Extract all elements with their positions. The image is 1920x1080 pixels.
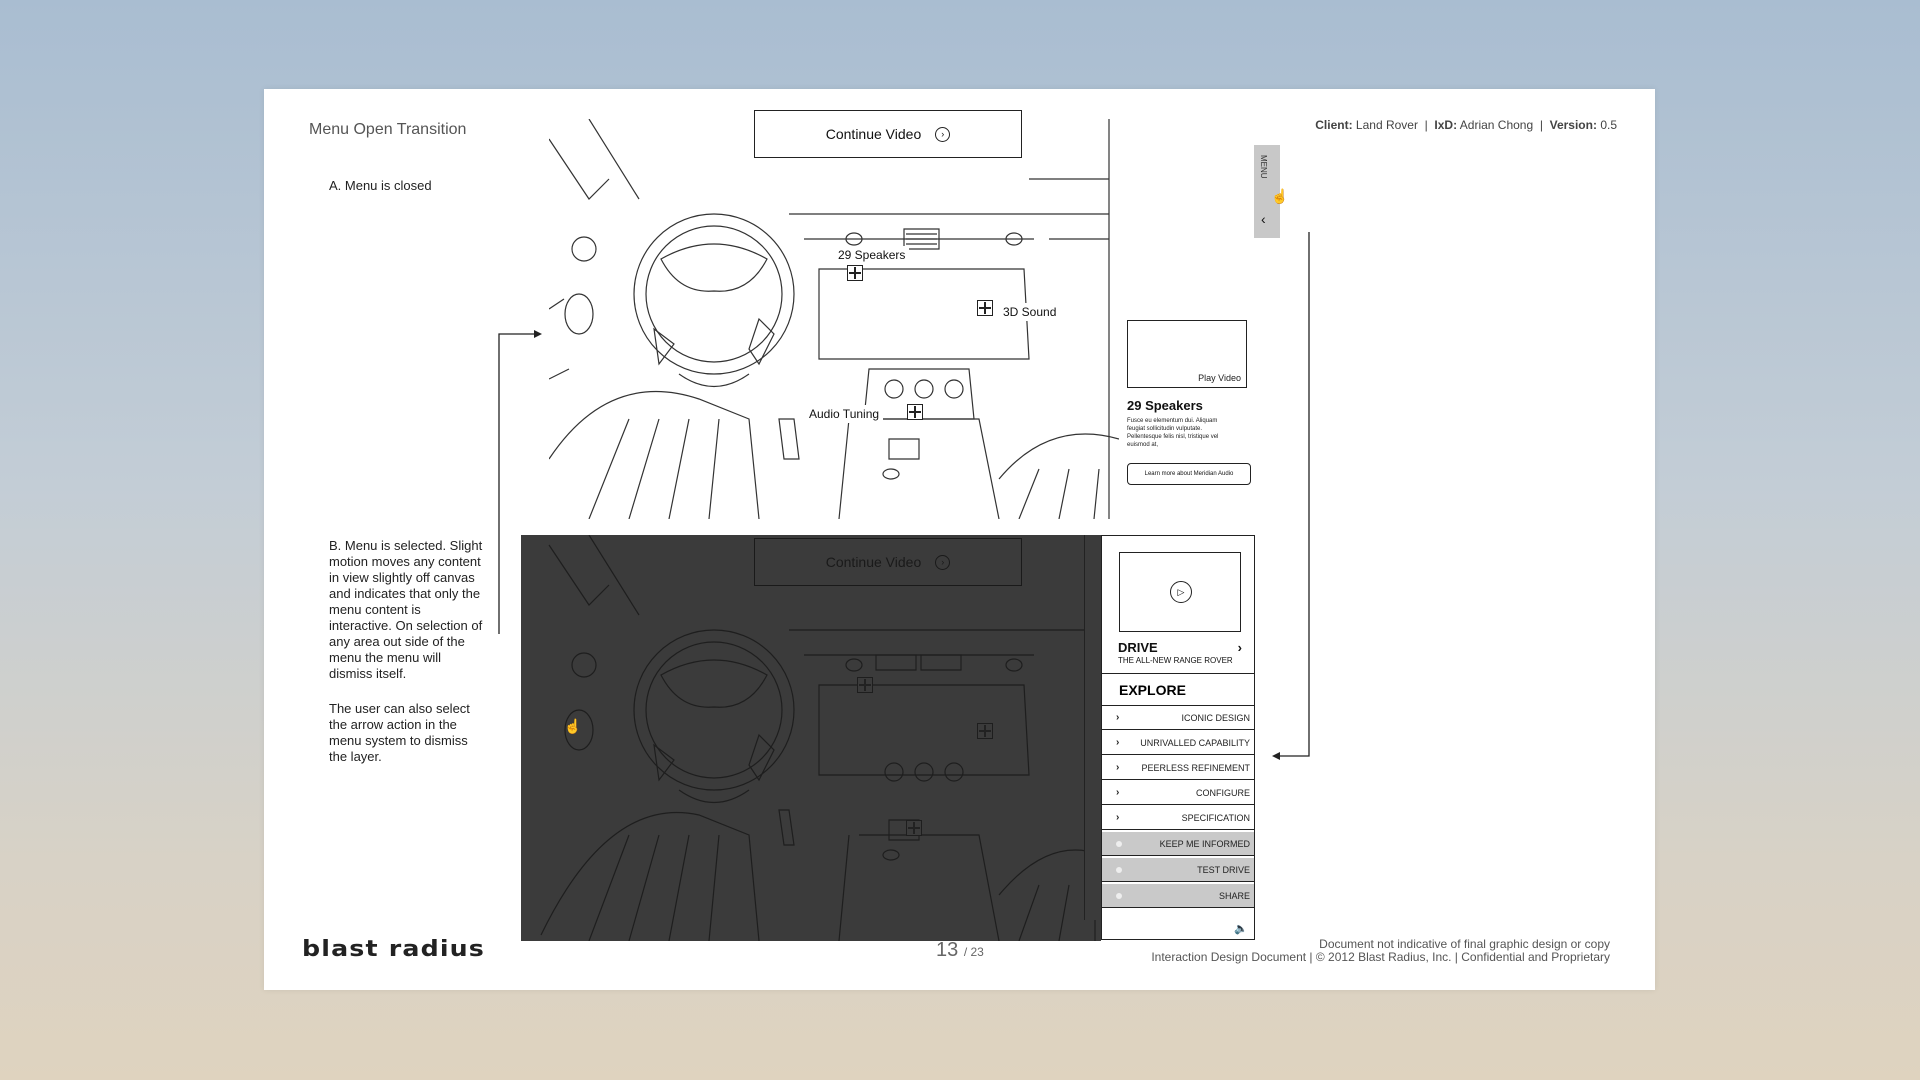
hand-cursor-icon: ☝ [1271, 188, 1289, 204]
plus-icon [977, 723, 993, 739]
menu-item-specification[interactable] [1102, 806, 1254, 830]
chevron-right-icon: › [1237, 640, 1242, 655]
note-c: The user can also select the arrow action in the menu system to dismiss the layer. [329, 701, 470, 764]
bullet-icon [1116, 867, 1122, 873]
menu-tab-label: MENU [1259, 155, 1268, 179]
info-body: Fusce eu elementum dui. Aliquam feugiat sollicitudin vulputate. Pellentesque felis nisl, tristique vel euismod at, [1127, 418, 1219, 448]
document-meta: Client: Land Rover | IxD: Adrian Chong | Version: 0.5 [1315, 118, 1617, 132]
menu-panel [1101, 535, 1255, 940]
continue-video-button-dimmed [754, 538, 1022, 586]
plus-icon [906, 820, 922, 836]
menu-item-peerless-refinement[interactable] [1102, 756, 1254, 780]
menu-item-keep-me-informed[interactable] [1102, 832, 1254, 856]
document-page [264, 89, 1655, 990]
chevron-right-icon: › [1116, 787, 1120, 798]
page-number-total: / 23 [963, 945, 984, 959]
video-thumbnail[interactable] [1127, 320, 1247, 388]
menu-side-tab[interactable] [1254, 145, 1289, 238]
drive-video-thumbnail[interactable] [1119, 552, 1241, 632]
client-label: Client: [1315, 118, 1353, 132]
dimmed-panel-edge [1084, 535, 1102, 920]
bullet-icon [1116, 841, 1122, 847]
menu-item-label: SPECIFICATION [1181, 813, 1250, 823]
play-icon: › [935, 555, 950, 570]
menu-item-unrivalled-capability[interactable] [1102, 731, 1254, 755]
drive-title[interactable] [1118, 640, 1246, 655]
learn-more-button[interactable]: Learn more about Meridian Audio [1127, 463, 1251, 485]
plus-icon[interactable] [977, 300, 993, 316]
menu-item-configure[interactable] [1102, 781, 1254, 805]
plus-icon [857, 677, 873, 693]
plus-icon[interactable] [907, 404, 923, 420]
continue-video-button[interactable] [754, 110, 1022, 158]
dimmed-scene[interactable] [521, 535, 1101, 941]
menu-item-label: ICONIC DESIGN [1181, 713, 1250, 723]
continue-video-label: Continue Video [825, 126, 922, 142]
bullet-icon [1116, 893, 1122, 899]
menu-item-test-drive[interactable] [1102, 858, 1254, 882]
chevron-right-icon: › [1116, 712, 1120, 723]
continue-video-label: Continue Video [825, 554, 922, 570]
plus-icon[interactable] [847, 265, 863, 281]
version-label: Version: [1549, 118, 1597, 132]
volume-icon[interactable]: 🔈 [1234, 923, 1248, 935]
client-value: Land Rover [1355, 118, 1418, 132]
page-number [936, 939, 984, 962]
menu-item-label: CONFIGURE [1196, 788, 1250, 798]
page-number-current: 13 [936, 939, 959, 961]
drive-subtitle: THE ALL-NEW RANGE ROVER [1118, 656, 1233, 665]
chevron-right-icon: › [1116, 762, 1120, 773]
info-panel [1127, 320, 1252, 485]
menu-item-label: UNRIVALLED CAPABILITY [1140, 738, 1250, 748]
chevron-left-icon[interactable]: ‹ [1261, 211, 1266, 227]
note-a: A. Menu is closed [329, 178, 432, 193]
note-b: B. Menu is selected. Slight motion moves any content in view slightly off canvas and indicates that only the menu content is interactive. On selection of any area out side of the menu the menu will dismiss itself. [329, 538, 483, 681]
ixd-value: Adrian Chong [1459, 118, 1534, 132]
version-value: 0.5 [1600, 118, 1617, 132]
play-icon: › [935, 127, 950, 142]
play-video-label: Play Video [1198, 373, 1241, 383]
ixd-label: IxD: [1434, 118, 1458, 132]
explore-heading: EXPLORE [1102, 673, 1254, 706]
car-interior-drawing-bottom [521, 535, 1101, 941]
info-heading: 29 Speakers [1127, 398, 1203, 413]
drive-title-text: DRIVE [1118, 640, 1158, 655]
hotspot-label-speakers: 29 Speakers [834, 246, 909, 264]
hotspot-label-audio-tuning: Audio Tuning [805, 405, 883, 423]
chevron-right-icon: › [1116, 737, 1120, 748]
footer-copyright: Interaction Design Document | © 2012 Blast Radius, Inc. | Confidential and Proprietary [1151, 950, 1610, 964]
menu-item-label: TEST DRIVE [1197, 865, 1250, 875]
hand-cursor-icon: ☝ [564, 718, 582, 734]
menu-item-label: PEERLESS REFINEMENT [1141, 763, 1250, 773]
menu-item-label: SHARE [1218, 891, 1250, 901]
footer-disclaimer: Document not indicative of final graphic design or copy [1319, 937, 1610, 951]
menu-item-label: KEEP ME INFORMED [1159, 839, 1250, 849]
hotspot-label-3d-sound: 3D Sound [999, 303, 1060, 321]
menu-item-share[interactable] [1102, 884, 1254, 908]
top-scene-overlays [549, 119, 1119, 519]
chevron-right-icon: › [1116, 812, 1120, 823]
play-icon[interactable]: ▷ [1170, 581, 1192, 603]
blast-radius-logo: blast radius [302, 937, 486, 962]
page-title: Menu Open Transition [309, 121, 467, 138]
menu-item-iconic-design[interactable] [1102, 706, 1254, 730]
